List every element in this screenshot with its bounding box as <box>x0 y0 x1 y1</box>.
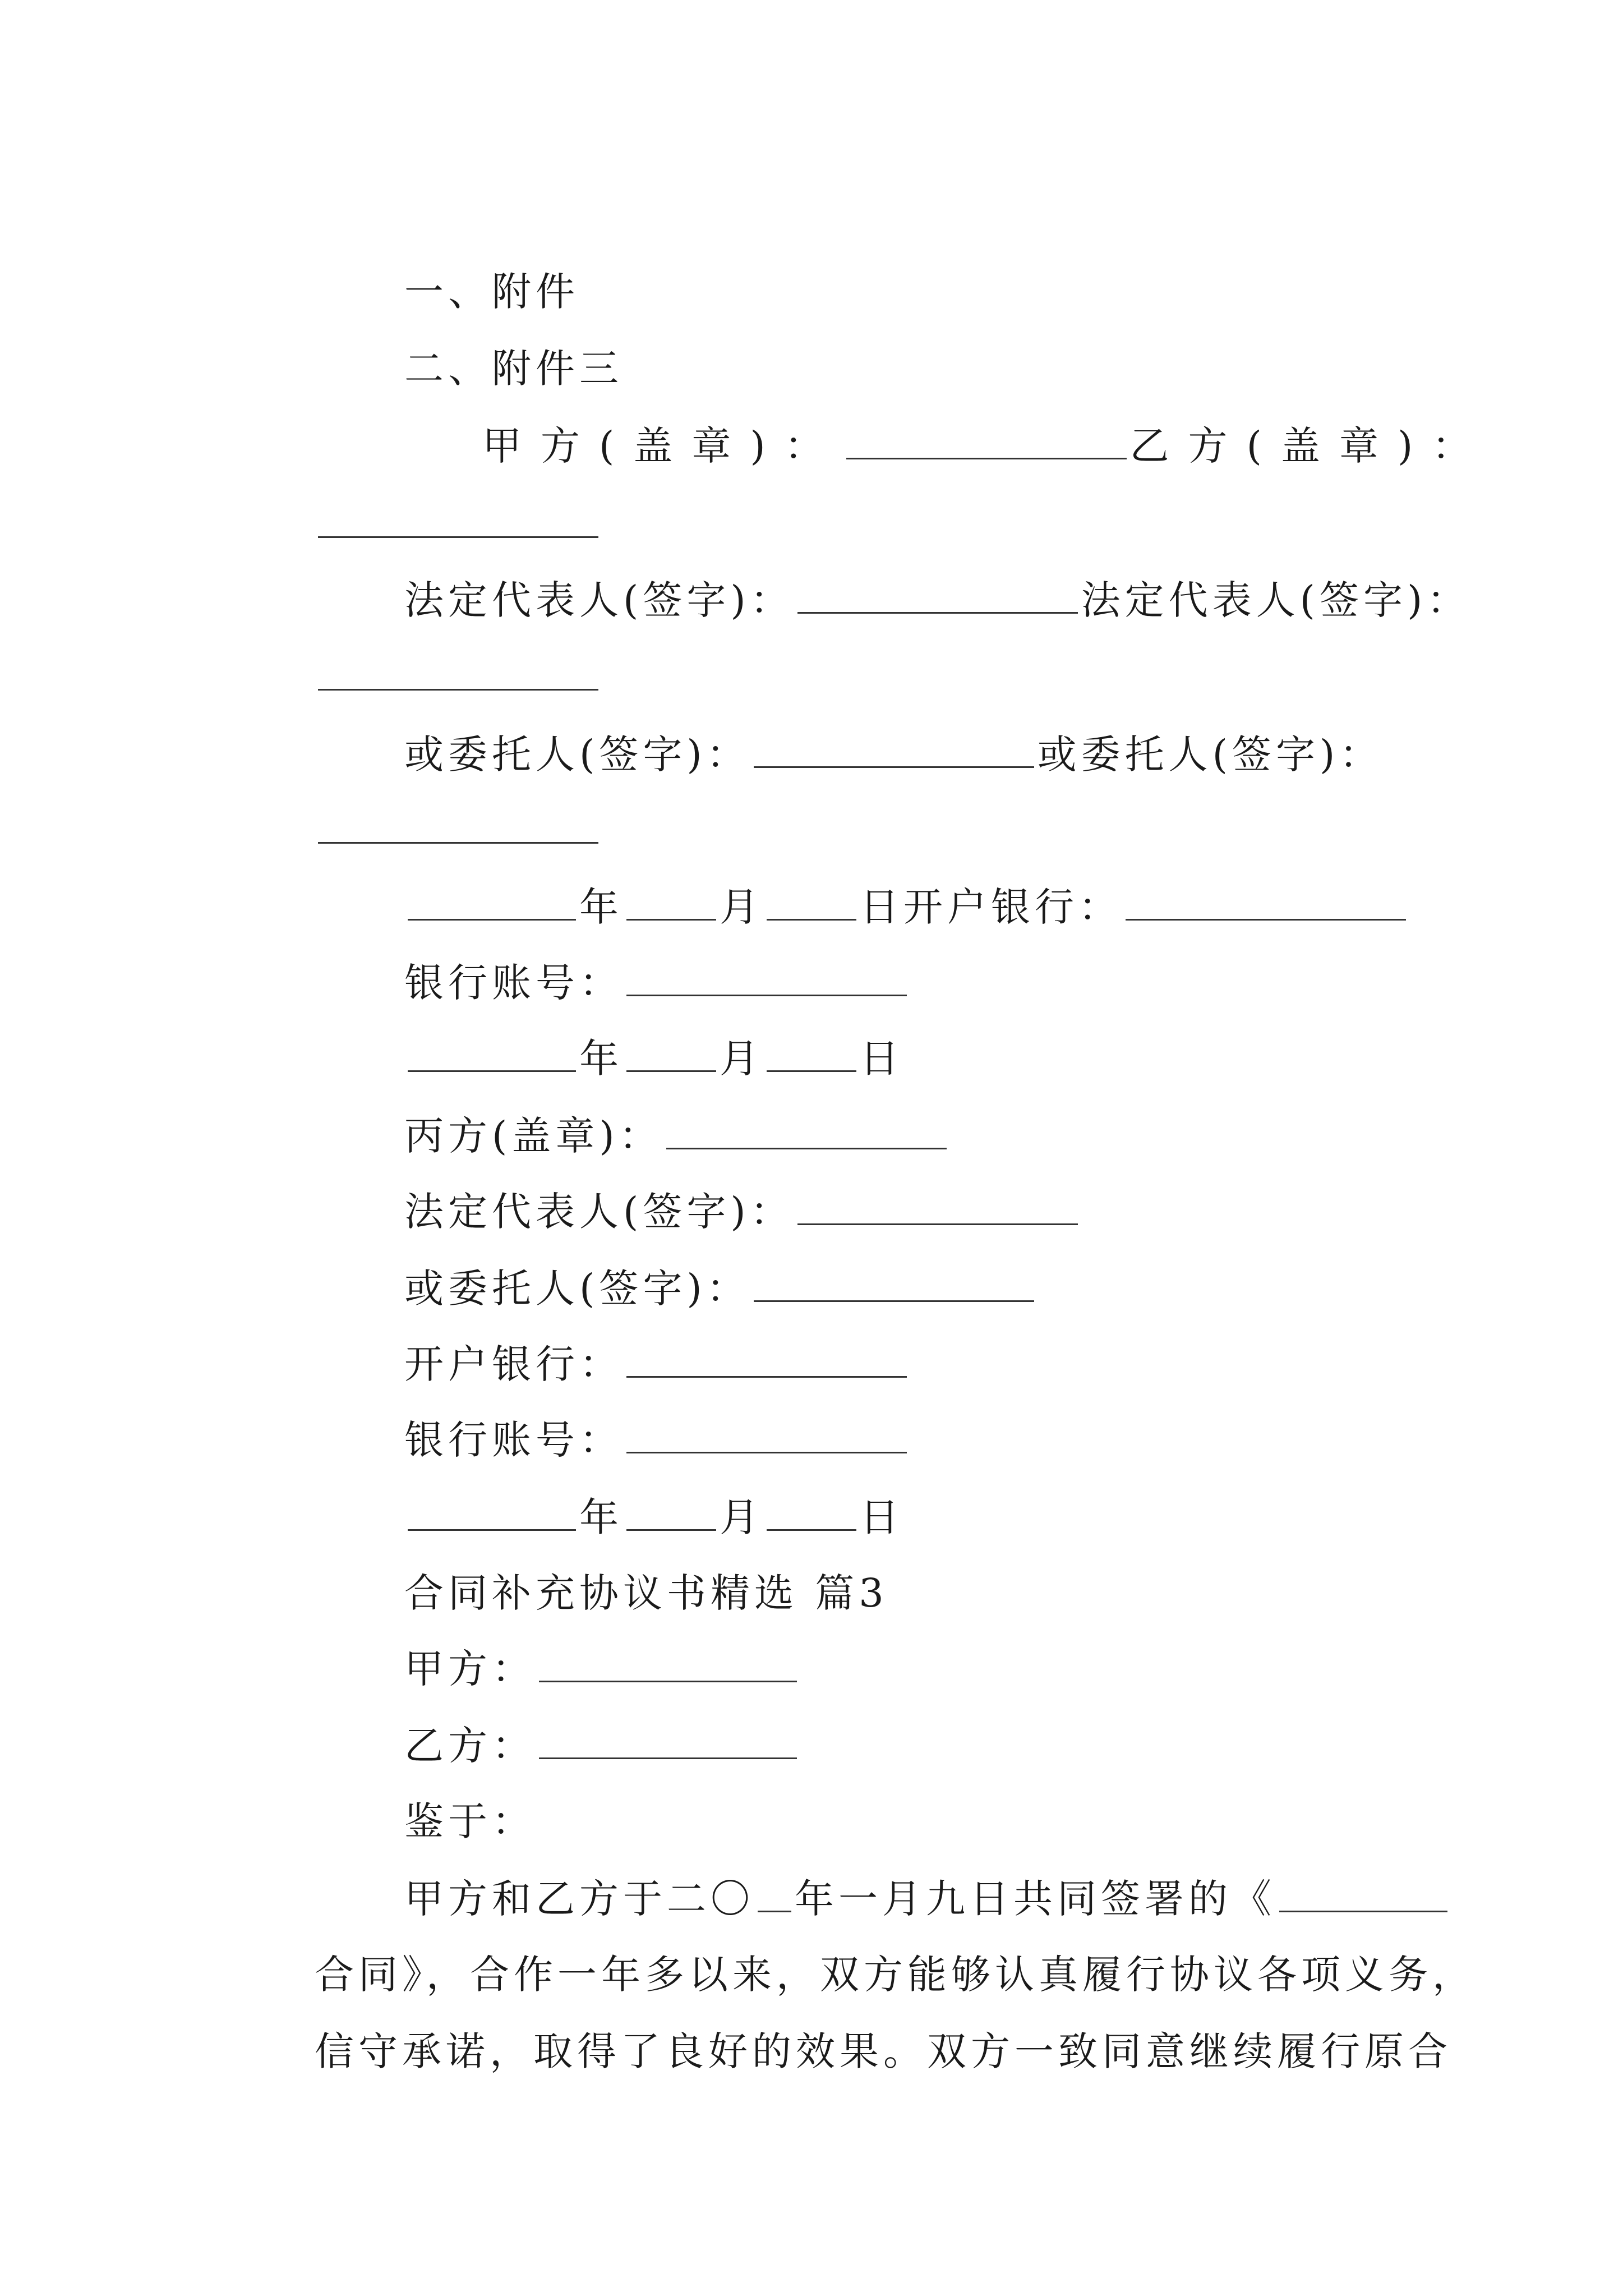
attachment-item-2: 二、附件三 <box>404 346 624 392</box>
party-b-name-blank <box>539 1724 797 1759</box>
party-a-legal-rep-blank <box>797 578 1078 614</box>
party-c-agent-line: 或委托人(签字)： <box>336 1213 1038 1364</box>
party-a-seal-blank <box>846 424 1127 459</box>
section-heading: 合同补充协议书精选 篇3 <box>404 1570 888 1616</box>
party-c-seal-line: 丙方(盖章)： <box>336 1060 950 1212</box>
date-line-1: 年 月 日 <box>336 983 903 1134</box>
party-a-agent-label: 或委托人(签字)： <box>404 731 750 777</box>
whereas-line: 鉴于： <box>404 1798 536 1844</box>
date-line-2: 年 月 日 <box>336 1442 903 1593</box>
party-c-legal-rep-line: 法定代表人(签字)： <box>336 1136 1081 1287</box>
account-line-1: 银行账号： <box>336 907 910 1059</box>
party-a-name-line: 甲方： <box>336 1593 800 1745</box>
party-a-seal-label: 甲方(盖章)： <box>482 423 843 469</box>
party-b-seal-label: 乙方(盖章)： <box>1129 423 1491 469</box>
party-b-name-line: 乙方： <box>336 1670 800 1821</box>
body-line-2: 合同》，合作一年多以来，双方能够认真履行协议各项义务， <box>315 1952 1477 1998</box>
party-c-account-line: 银行账号： <box>336 1364 910 1516</box>
party-c-bank-line: 开户银行： <box>336 1289 910 1440</box>
party-b-agent-label: 或委托人(签字)： <box>1037 731 1384 777</box>
party-b-legal-rep-label: 法定代表人(签字)： <box>1081 577 1471 623</box>
party-a-legal-rep-label: 法定代表人(签字)： <box>404 577 794 623</box>
party-a-agent-blank <box>754 733 1034 768</box>
body-line-1: 甲方和乙方于二〇 年一月九日共同签署的《 <box>336 1823 1451 1975</box>
date-bank-line: 年 月 日开户银行： <box>336 831 1409 983</box>
attachment-item-1: 一、附件 <box>404 269 580 315</box>
body-line-3: 信守承诺，取得了良好的效果。双方一致同意继续履行原合 <box>315 2028 1453 2074</box>
bank-blank <box>1126 885 1406 921</box>
